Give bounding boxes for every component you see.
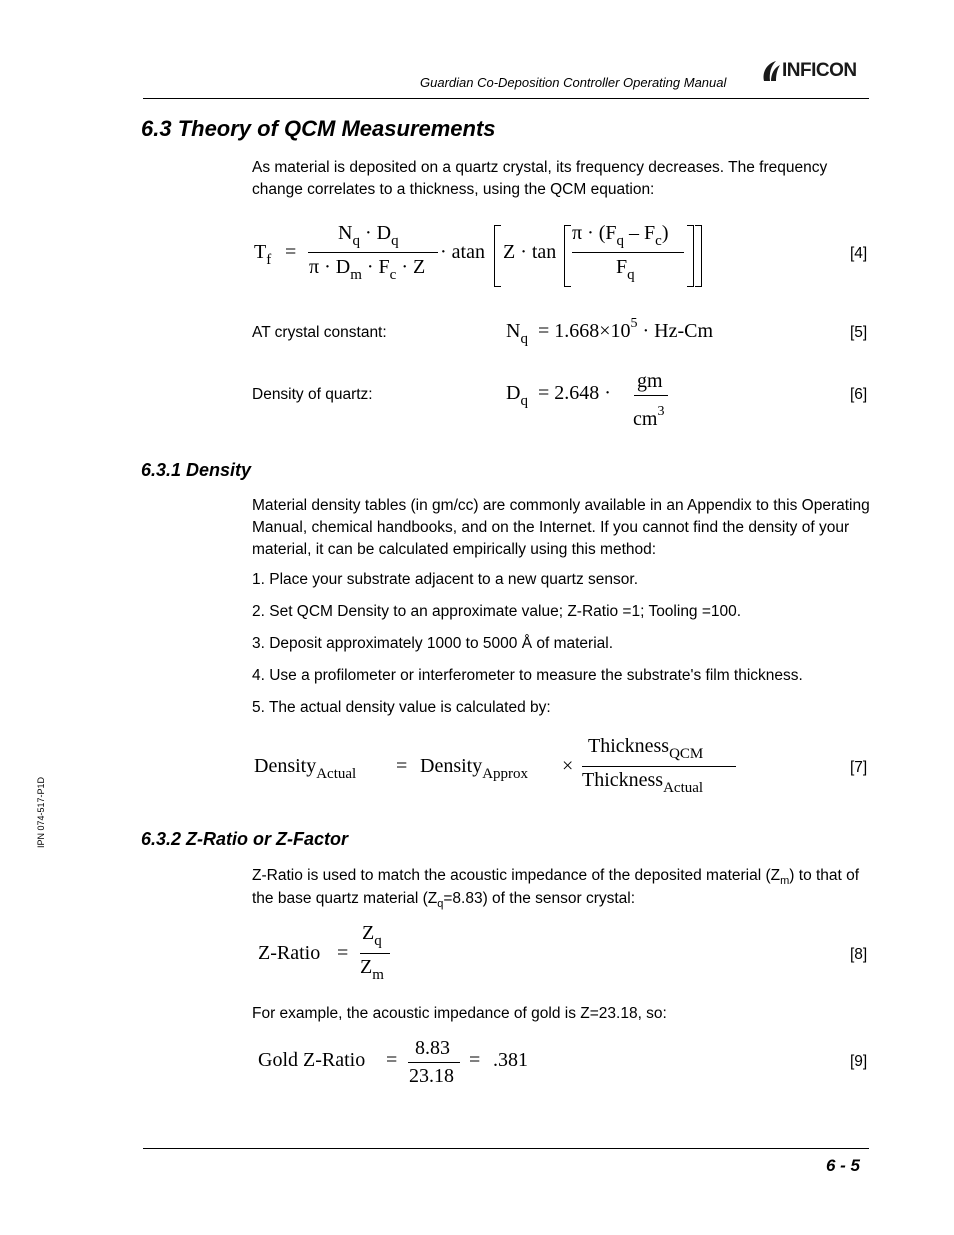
eq6-label: Density of quartz: (252, 386, 373, 403)
density-step-4: 4. Use a profilometer or interferometer to measure the substrate's film thickness. (252, 667, 803, 684)
eq4-denominator: $\pi \cdot D_m \cdot F_c \cdot Z$ (309, 256, 426, 283)
density-heading: 6.3.1 Density (141, 460, 252, 480)
density-step-5: 5. The actual density value is calculated by: (252, 699, 551, 716)
section-intro: As material is deposited on a quartz crystal, its frequency decreases. The frequency change correlates to a thickness, using the QCM equation: (252, 159, 828, 198)
equation-5: $N_q = 1.668\times 10^5 \cdot Hz-Cm$ (506, 316, 714, 347)
equation-5-number: [5] (850, 324, 868, 341)
inficon-swoosh-icon (760, 59, 782, 83)
inficon-logo (760, 58, 857, 84)
logo-text: INFICON (782, 60, 857, 81)
density-step-3: 3. Deposit approximately 1000 to 5000 Å of material. (252, 635, 614, 652)
equation-6-number: [6] (850, 386, 868, 403)
equation-4: $T_f$ = $N_q \cdot D_q$ $\pi \cdot D_m \cdot F_c \cdot Z$ · atan Z · tan $\pi \cdot (F_q - F_c)$ $F_q$ (252, 215, 712, 295)
equation-7-number: [7] (850, 759, 868, 776)
zratio-paragraph: Z-Ratio is used to match the acoustic impedance of the deposited material $(Z_m)$ to that of the base quartz material $(Z_q=8.83)$ of the sensor crystal: (252, 867, 860, 910)
eq5-label: AT crystal constant: (252, 324, 387, 341)
header-rule (143, 98, 869, 99)
document-ipn: IPN 074-517-P1D (36, 776, 46, 848)
equation-9: Gold Z-Ratio = 8.83 23.18 = .381 (258, 1037, 528, 1087)
section-title: 6.3 Theory of QCM Measurements (141, 116, 496, 141)
eq4-numerator: $N_q \cdot D_q$ (338, 222, 399, 249)
equation-9-number: [9] (850, 1053, 868, 1070)
density-step-2: 2. Set QCM Density to an approximate value; Z-Ratio =1; Tooling =100. (252, 603, 742, 620)
page-number: 6 - 5 (826, 1156, 861, 1175)
equation-4-number: [4] (850, 245, 868, 262)
zratio-heading: 6.3.2 Z-Ratio or Z-Factor (141, 829, 349, 849)
equation-6: $D_q = 2.648$ · gm $cm^3$ (506, 368, 706, 432)
zratio-example: For example, the acoustic impedance of gold is Z=23.18, so: (252, 1005, 667, 1022)
footer-rule (143, 1148, 869, 1149)
running-header-title: Guardian Co-Deposition Controller Operating Manual (420, 75, 727, 90)
density-step-1: 1. Place your substrate adjacent to a new quartz sensor. (252, 571, 639, 588)
equation-7: Density$_{Actual}$ = Density$_{Approx}$ × Thickness$_{QCM}$ Thickness$_{Actual}$ (254, 733, 754, 803)
equation-8: Z-Ratio = $Z_q$ $Z_m$ (258, 922, 458, 992)
eq4-inner-numerator: $\pi \cdot (F_q - F_c)$ (572, 222, 669, 249)
equation-8-number: [8] (850, 946, 868, 963)
density-paragraph: Material density tables (in gm/cc) are commonly available in an Appendix to this Operating Manual, chemical handbooks, and on the Internet. If you cannot find the density of your material, it can be calculated empirically using this method: (252, 497, 870, 558)
